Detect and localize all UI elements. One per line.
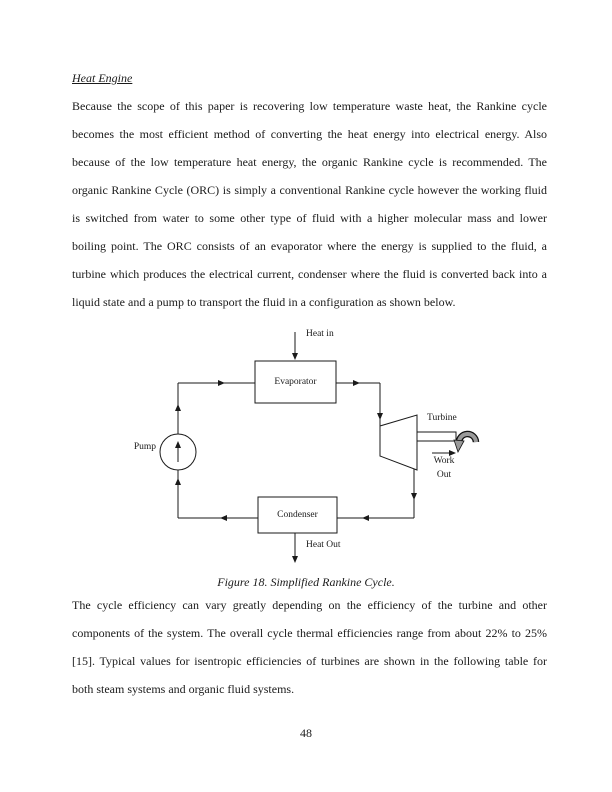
arrowhead-heat-out <box>292 556 298 563</box>
arrowhead-into-evaporator <box>218 380 225 386</box>
condenser-label: Condenser <box>277 509 318 520</box>
arrowhead-turbine-inlet <box>377 413 383 420</box>
heat-out-label: Heat Out <box>306 540 341 550</box>
turbine-shape <box>380 415 417 470</box>
arrowhead-evap-to-turbine <box>353 380 360 386</box>
arrowhead-into-condenser <box>362 515 369 521</box>
work-out-label-line1: Work <box>433 456 455 466</box>
heat-in-label: Heat in <box>306 329 334 339</box>
paragraph-line: organic Rankine Cycle (ORC) is simply a conventional Rankine cycle however the working fluid <box>72 183 547 197</box>
paragraph-line: [15]. Typical values for isentropic efficiencies of turbines are shown in the following table for <box>72 654 547 668</box>
paragraph-line: Because the scope of this paper is recovering low temperature waste heat, the Rankine cycle <box>72 99 547 113</box>
arrowhead-bottom-left <box>220 515 227 521</box>
paragraph-line: turbine which produces the electrical current, condenser where the fluid is converted back into a <box>72 267 547 281</box>
arrowhead-below-pump <box>175 478 181 485</box>
figure-caption: Figure 18. Simplified Rankine Cycle. <box>217 575 395 589</box>
paragraph-line: boiling point. The ORC consists of an evaporator where the energy is supplied to the fluid, a <box>72 239 547 253</box>
paragraph-line: liquid state and a pump to transport the fluid in a configuration as shown below. <box>72 295 456 309</box>
paragraph-line: becomes the most efficient method of converting the heat energy into electrical energy. Also <box>72 127 547 141</box>
paragraph-line: components of the system. The overall cycle thermal efficiencies range from about 22% to 25% <box>72 626 547 640</box>
paragraph-line: is switched from water to some other type of fluid with a higher molecular mass and lower <box>72 211 547 225</box>
section-heading: Heat Engine <box>72 71 133 85</box>
turbine-shaft <box>417 432 456 441</box>
paragraph-line: because of the low temperature heat energy, the organic Rankine cycle is recommended. The <box>72 155 547 169</box>
arrowhead-turbine-outlet <box>411 493 417 500</box>
arrowhead-left-up <box>175 404 181 411</box>
arrowhead-heat-in <box>292 353 298 360</box>
paragraph-line: both steam systems and organic fluid systems. <box>72 682 295 696</box>
shaft-rotation-arrow <box>454 434 476 452</box>
pump-label: Pump <box>133 442 156 452</box>
page-number: 48 <box>300 726 312 740</box>
body-text-block-2 <box>72 591 547 703</box>
turbine-label: Turbine <box>427 413 457 423</box>
evaporator-label: Evaporator <box>274 376 317 387</box>
paragraph-line: The cycle efficiency can vary greatly depending on the efficiency of the turbine and other <box>72 598 547 612</box>
work-out-label-line2: Out <box>436 470 452 480</box>
